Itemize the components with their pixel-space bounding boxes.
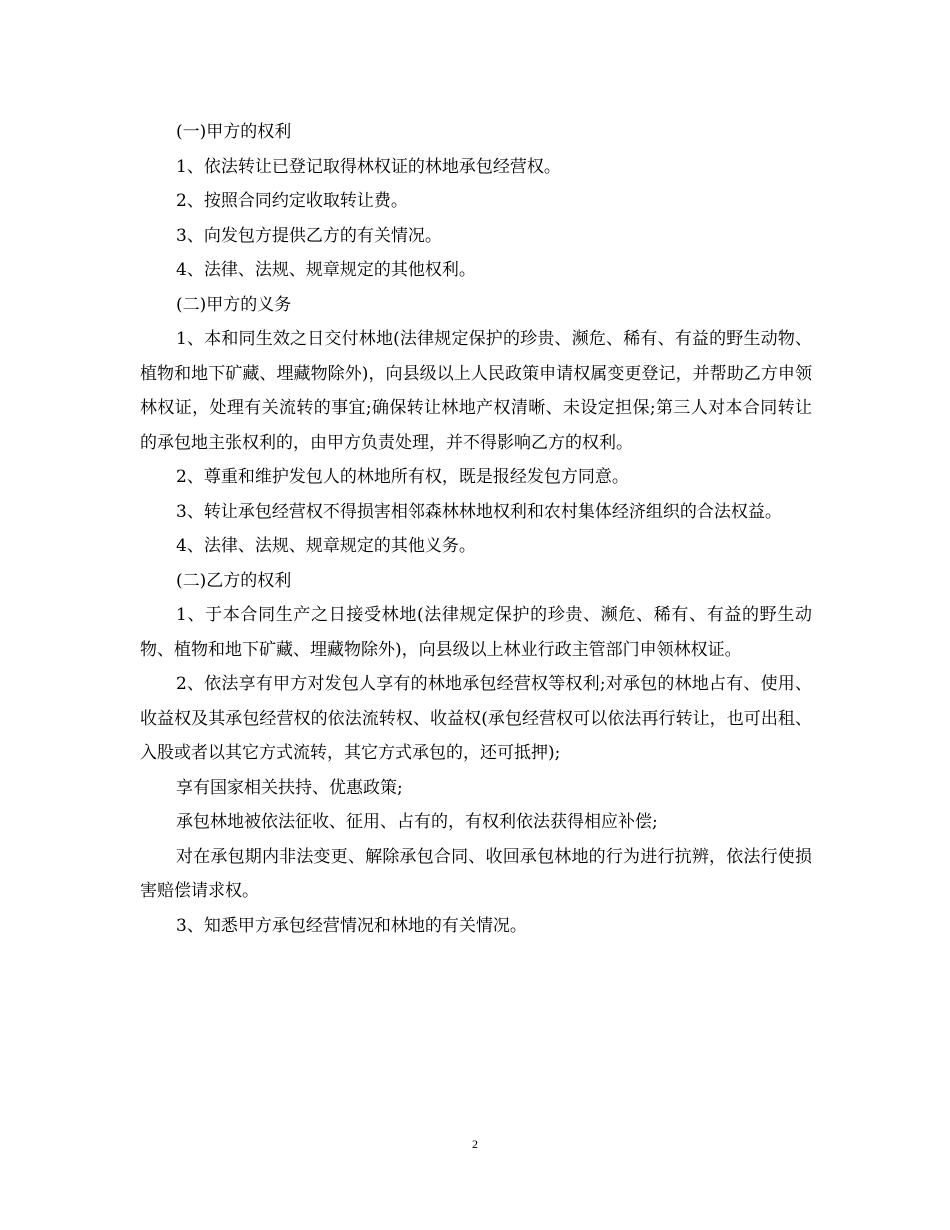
section-heading-party-a-obligations: (二)甲方的义务 [176,294,292,315]
paragraph: 4、法律、法规、规章规定的其他权利。 [176,260,476,280]
page-number: 2 [472,1137,478,1151]
paragraph: 2、尊重和维护发包人的林地所有权，既是报经发包方同意。 [176,467,629,487]
paragraph: 1、本和同生效之日交付林地(法律规定保护的珍贵、濒危、稀有、有益的野生动物、植物和地下矿藏、埋藏物除外)，向县级以上人民政策申请权属变更登记，并帮助乙方申领林权证，处理有关流转的事宜;确保转让林地产权清晰、未设定担保;第三人对本合同转让的承包地主张权利的，由甲方负责处理，并不得影响乙方的权利。 [140,329,812,453]
paragraph: 2、依法享有甲方对发包人享有的林地承包经营权等权利;对承包的林地占有、使用、收益权及其承包经营权的依法流转权、收益权(承包经营权可以依法再行转让，也可出租、入股或者以其它方式流转，其它方式承包的，还可抵押); [140,674,812,763]
paragraph: 对在承包期内非法变更、解除承包合同、收回承包林地的行为进行抗辨，依法行使损害赔偿请求权。 [140,846,812,901]
document-body [140,115,812,943]
paragraph: 2、按照合同约定收取转让费。 [176,191,408,211]
section-heading-party-b-rights: (二)乙方的权利 [176,570,292,591]
paragraph: 3、向发包方提供乙方的有关情况。 [176,225,442,246]
paragraph: 1、于本合同生产之日接受林地(法律规定保护的珍贵、濒危、稀有、有益的野生动物、植物和地下矿藏、埋藏物除外)，向县级以上林业行政主管部门申领林权证。 [140,605,812,660]
paragraph: 3、转让承包经营权不得损害相邻森林林地权利和农村集体经济组织的合法权益。 [176,501,782,522]
paragraph: 1、依法转让已登记取得林权证的林地承包经营权。 [176,156,561,177]
paragraph: 4、法律、法规、规章规定的其他义务。 [176,536,476,556]
paragraph: 享有国家相关扶持、优惠政策; [176,777,403,798]
paragraph: 3、知悉甲方承包经营情况和林地的有关情况。 [176,915,527,936]
paragraph: 承包林地被依法征收、征用、占有的，有权利依法获得相应补偿; [176,812,658,832]
section-heading-party-a-rights: (一)甲方的权利 [176,122,292,142]
